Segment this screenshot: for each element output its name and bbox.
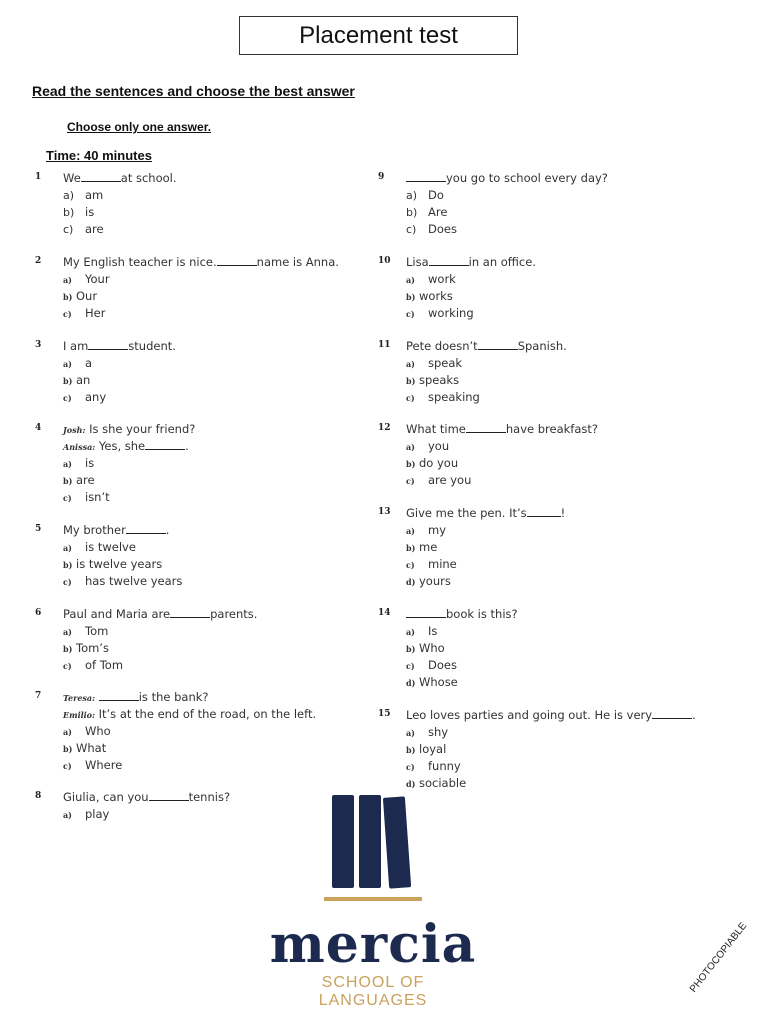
photocopiable-stamp: PHOTOCOPIABLE xyxy=(688,920,750,995)
option-b[interactable]: b) Our xyxy=(63,289,98,303)
question-text: My brother . xyxy=(63,523,170,537)
option-a[interactable]: a) shy xyxy=(406,725,449,739)
option-a[interactable]: a) play xyxy=(63,807,110,821)
page-title: Placement test xyxy=(239,16,518,55)
question-text: We at school. xyxy=(63,171,177,185)
option-b[interactable]: b) Who xyxy=(406,641,445,655)
answer-blank[interactable] xyxy=(652,708,692,719)
option-a[interactable]: a) Your xyxy=(63,272,110,286)
option-d[interactable]: d) sociable xyxy=(406,776,467,790)
question-number: 7 xyxy=(35,691,42,701)
logo-subtitle: SCHOOL OF LANGUAGES xyxy=(318,974,428,1009)
answer-blank[interactable] xyxy=(406,171,446,182)
option-a[interactable]: a) my xyxy=(406,523,447,537)
question-number: 10 xyxy=(378,256,391,266)
option-c[interactable]: c) isn’t xyxy=(63,490,110,504)
option-c[interactable]: c) are you xyxy=(406,473,472,487)
answer-blank[interactable] xyxy=(88,339,128,350)
option-b[interactable]: b) an xyxy=(63,373,91,387)
option-b[interactable]: b) is twelve years xyxy=(63,557,163,571)
option-b[interactable]: b) me xyxy=(406,540,438,554)
question-number: 12 xyxy=(378,423,391,433)
question-text: Leo loves parties and going out. He is very . xyxy=(406,708,696,722)
question-number: 4 xyxy=(35,423,42,433)
question-text: Josh: Is she your friend? xyxy=(63,422,196,436)
question-number: 14 xyxy=(378,608,391,618)
question-text: Paul and Maria are parents. xyxy=(63,607,258,621)
option-b[interactable]: b) loyal xyxy=(406,742,447,756)
question-text: Give me the pen. It’s ! xyxy=(406,506,566,520)
question-text: My English teacher is nice. name is Anna. xyxy=(63,255,339,269)
answer-blank[interactable] xyxy=(99,690,139,701)
time-limit: Time: 40 minutes xyxy=(46,148,152,163)
option-d[interactable]: d) yours xyxy=(406,574,451,588)
option-a[interactable]: a) Who xyxy=(63,724,111,738)
instructions: Read the sentences and choose the best answer xyxy=(32,83,355,99)
logo-wordmark: mercia xyxy=(269,914,477,975)
question-text: you go to school every day? xyxy=(406,171,608,185)
option-a[interactable]: a) Tom xyxy=(63,624,109,638)
answer-blank[interactable] xyxy=(126,523,166,534)
option-b[interactable]: b) works xyxy=(406,289,453,303)
question-number: 8 xyxy=(35,791,42,801)
question-number: 15 xyxy=(378,709,391,719)
question-text: What time have breakfast? xyxy=(406,422,598,436)
option-c[interactable]: c) has twelve years xyxy=(63,574,183,588)
question-number: 3 xyxy=(35,340,42,350)
option-a[interactable]: a) Do xyxy=(406,188,444,202)
answer-blank[interactable] xyxy=(478,339,518,350)
question-text: Lisa in an office. xyxy=(406,255,536,269)
option-b[interactable]: b) Are xyxy=(406,205,448,219)
option-b[interactable]: b) What xyxy=(63,741,107,755)
option-c[interactable]: c) mine xyxy=(406,557,457,571)
option-c[interactable]: c) are xyxy=(63,222,104,236)
option-a[interactable]: a) am xyxy=(63,188,104,202)
option-c[interactable]: c) Where xyxy=(63,758,123,772)
option-a[interactable]: a) speak xyxy=(406,356,463,370)
option-b[interactable]: b) is xyxy=(63,205,95,219)
answer-blank[interactable] xyxy=(217,255,257,266)
option-c[interactable]: c) any xyxy=(63,390,107,404)
option-c[interactable]: c) speaking xyxy=(406,390,480,404)
sub-instructions: Choose only one answer. xyxy=(67,120,212,134)
option-c[interactable]: c) funny xyxy=(406,759,461,773)
option-a[interactable]: a) work xyxy=(406,272,456,286)
speaker-name: Teresa: xyxy=(63,693,96,703)
answer-line: Anissa: Yes, she . xyxy=(63,439,189,453)
option-a[interactable]: a) a xyxy=(63,356,93,370)
answer-blank[interactable] xyxy=(170,607,210,618)
question-number: 11 xyxy=(378,340,391,350)
option-b[interactable]: b) do you xyxy=(406,456,459,470)
question-text: book is this? xyxy=(406,607,518,621)
option-c[interactable]: c) Her xyxy=(63,306,106,320)
question-number: 2 xyxy=(35,256,42,266)
question-number: 9 xyxy=(378,172,385,182)
answer-blank[interactable] xyxy=(429,255,469,266)
question-text: Pete doesn’t Spanish. xyxy=(406,339,567,353)
option-a[interactable]: a) is twelve xyxy=(63,540,136,554)
question-text: Teresa: is the bank? xyxy=(63,690,209,704)
question-number: 5 xyxy=(35,524,42,534)
option-b[interactable]: b) speaks xyxy=(406,373,460,387)
option-d[interactable]: d) Whose xyxy=(406,675,458,689)
option-b[interactable]: b) are xyxy=(63,473,95,487)
question-text: I am student. xyxy=(63,339,176,353)
answer-blank[interactable] xyxy=(527,506,561,517)
question-text: Giulia, can you tennis? xyxy=(63,790,231,804)
question-number: 1 xyxy=(35,172,42,182)
answer-blank[interactable] xyxy=(81,171,121,182)
option-c[interactable]: c) working xyxy=(406,306,474,320)
speaker-name: Josh: xyxy=(63,425,86,435)
option-c[interactable]: c) Does xyxy=(406,222,457,236)
speaker-name: Emilio: xyxy=(63,710,95,720)
answer-blank[interactable] xyxy=(406,607,446,618)
answer-line: Emilio: It’s at the end of the road, on the left. xyxy=(63,707,317,721)
answer-blank[interactable] xyxy=(149,790,189,801)
answer-blank[interactable] xyxy=(466,422,506,433)
question-number: 13 xyxy=(378,507,391,517)
option-c[interactable]: c) of Tom xyxy=(63,658,124,672)
option-a[interactable]: a) is xyxy=(63,456,95,470)
answer-blank[interactable] xyxy=(145,439,185,450)
option-a[interactable]: a) Is xyxy=(406,624,438,638)
option-c[interactable]: c) Does xyxy=(406,658,457,672)
option-b[interactable]: b) Tom’s xyxy=(63,641,109,655)
speaker-name: Anissa: xyxy=(63,442,96,452)
option-a[interactable]: a) you xyxy=(406,439,450,453)
question-number: 6 xyxy=(35,608,42,618)
